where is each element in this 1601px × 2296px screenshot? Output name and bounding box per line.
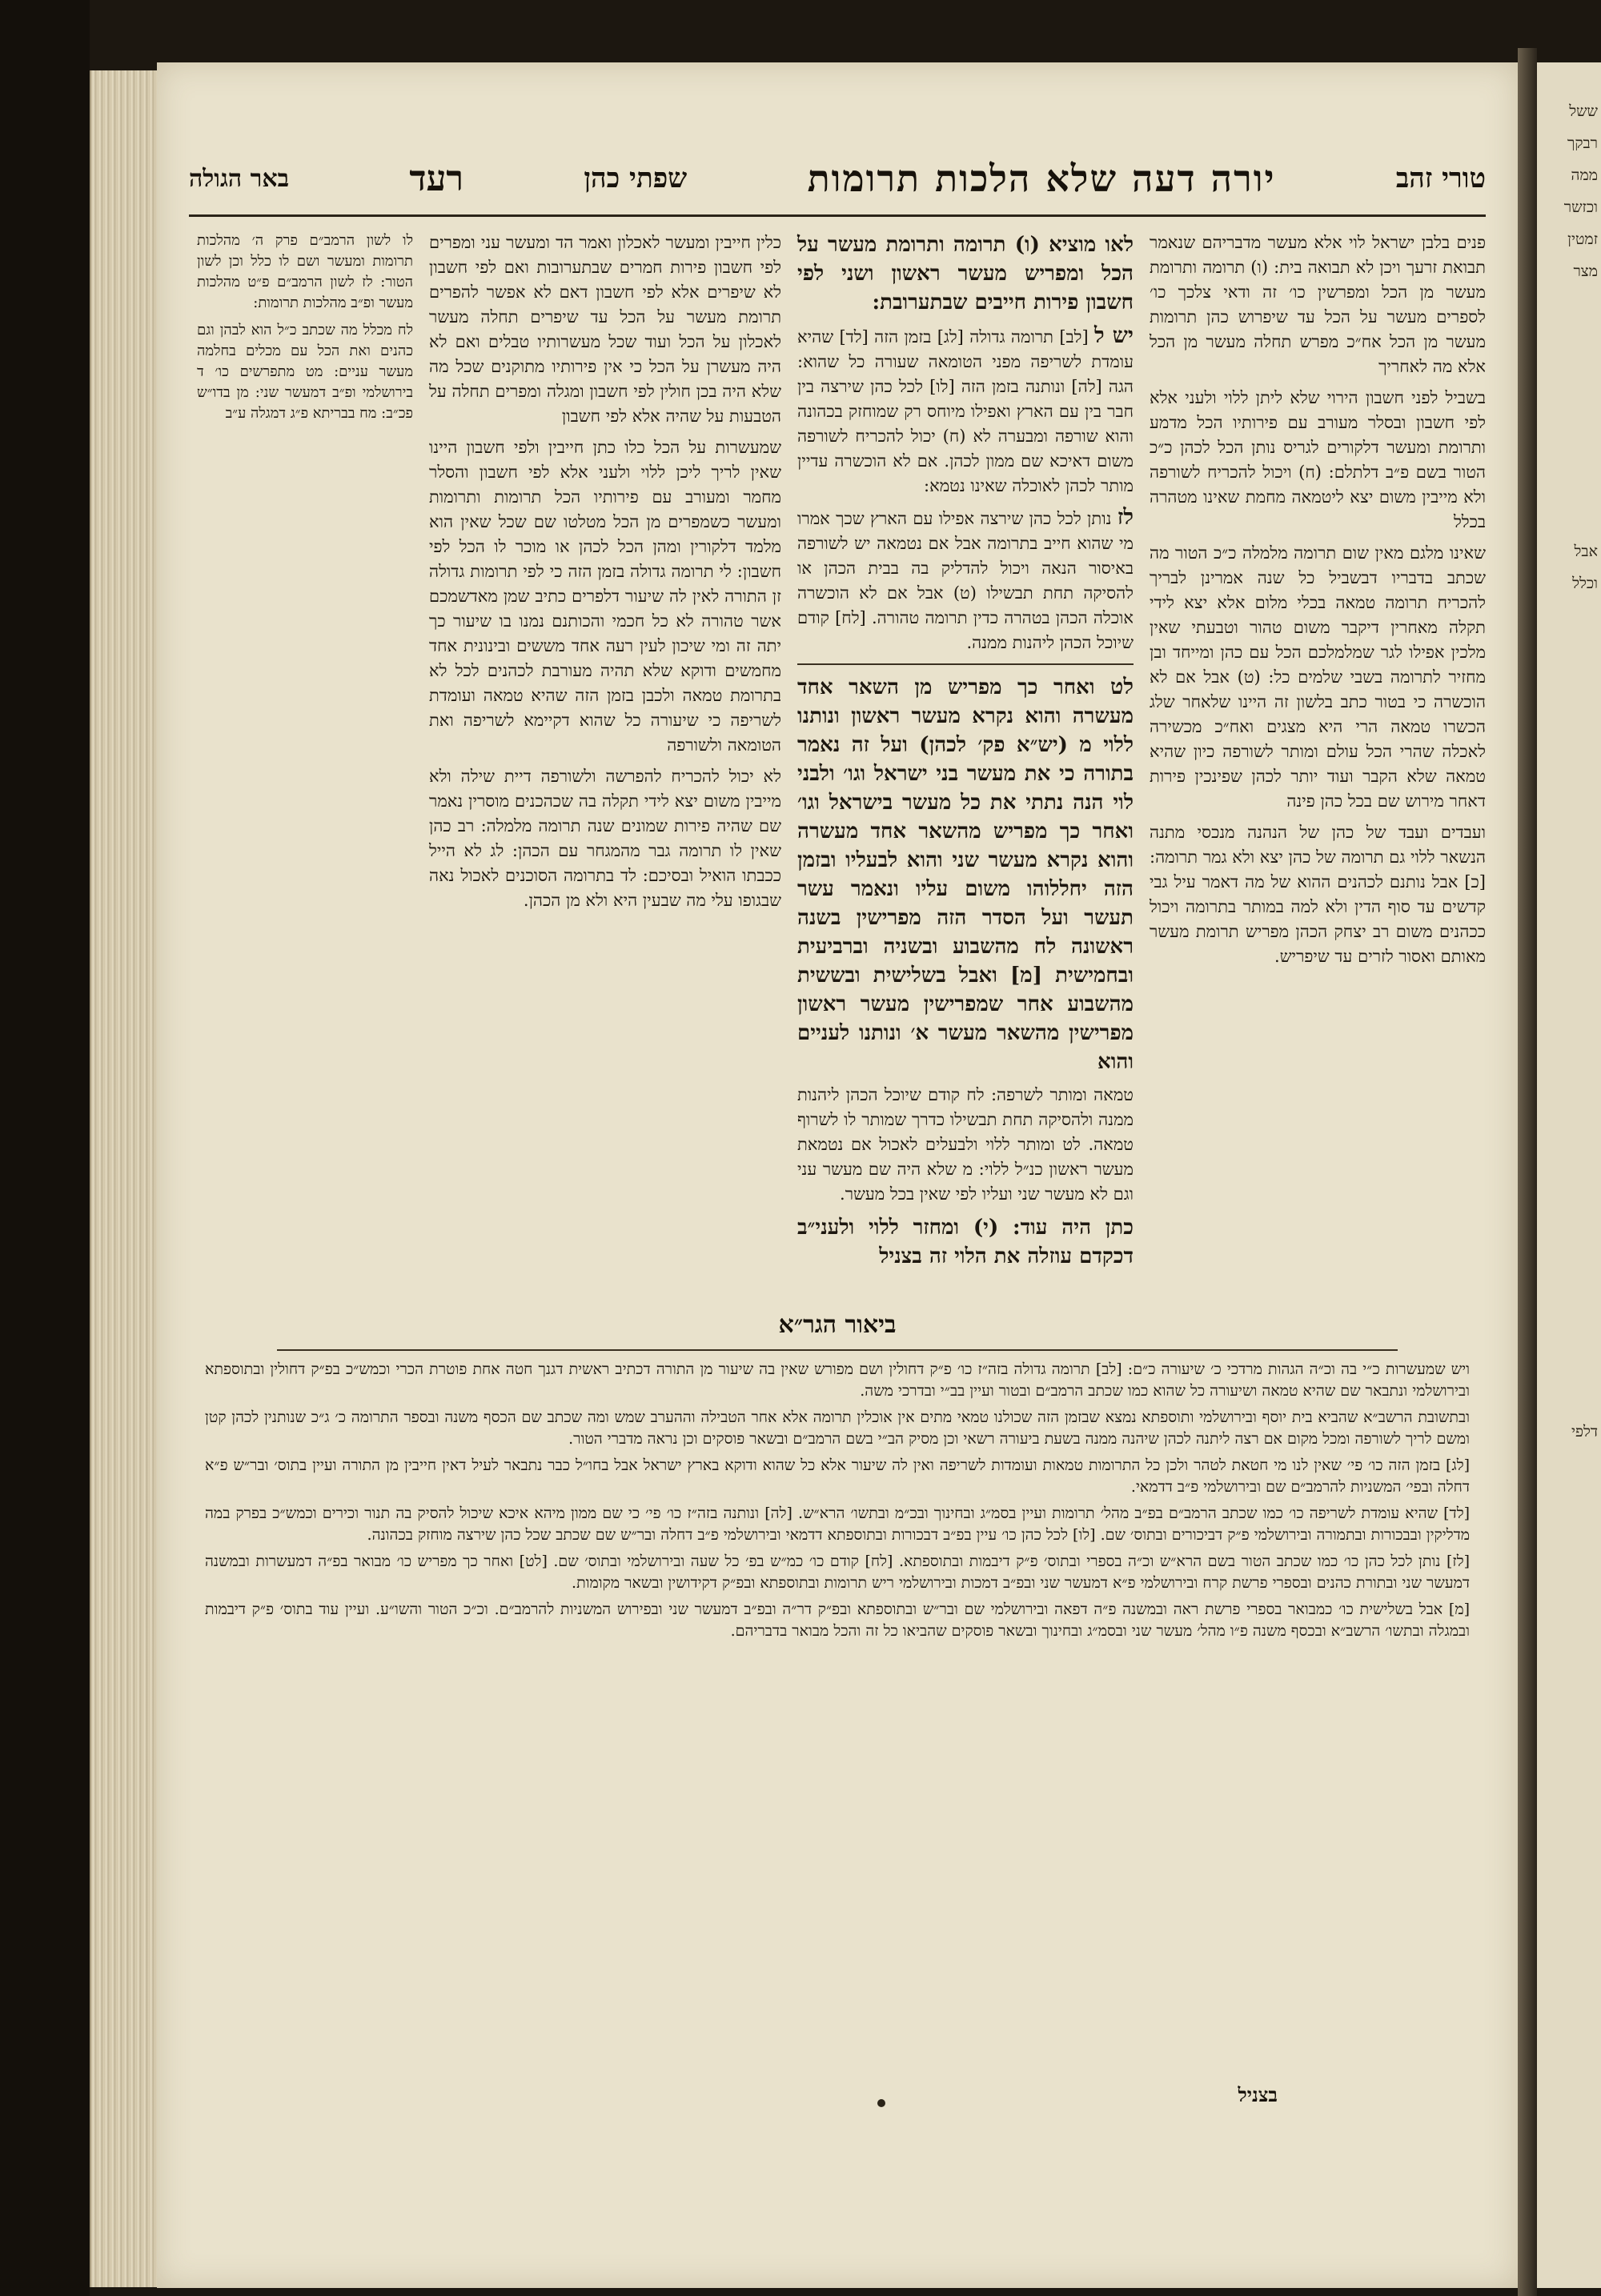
main-paragraph — [797, 673, 1134, 1076]
main-paragraph — [797, 323, 1134, 499]
taz-column — [1150, 230, 1486, 1343]
beer-paragraph: לח מכלל מה שכתב כ״ל הוא לבהן וגם כהנים ואת הכל עם מכלים בחלמה מעשר עניים: מט מתפרשים כו׳ ד בירושלמי ופ״ב דמעשר שני: מן בדו״ש פכ״ב: מח בבריתא פ״ג דמגלה ע״ב — [197, 322, 413, 422]
taz-paragraph: פנים בלבן ישראל לוי אלא מעשר מדבריהם שנאמר תבואת זרעך ויכן לא תבואה בית: (ו) תרומה ותרומת מעשר מן הכל ומפרשין כו׳ זה ודאי צלכך כו׳ לספרים מעשר על הכל עד שיפרוש כהן תרומות מעשר מן הכל אח״כ מפרש תחלה מעשר מן הכל אלא מה לאחריך — [1150, 233, 1486, 376]
facing-page-line: ממה — [1571, 166, 1598, 182]
gra-paragraph: ובתשובת הרשב״א שהביא בית יוסף ובירושלמי ותוספתא נמצא שבזמן הזה שכולנו טמאי מתים אין אוכלין תרומה אלא אחר הטבילה וההערב שמש ומה שכתב שם הכסף משנה ובספר התרומה כ׳ ג״כ שנותנין לכהן קטן ומשם לריך לשורפה ומכל מקום אם רצה ליתנה לכהן שיהנה ממנה בשעת ביעורה רשאי וכן מסיק הב״י בשם הרמב״ם ובשאר פוסקים וכן נראה מדברי הטור. — [205, 1408, 1470, 1448]
main-text-column — [797, 230, 1134, 1343]
gra-title: ביאור הגר״א — [778, 1311, 897, 1339]
shach-paragraph: לא יכול להכריח להפרשה ולשורפה דיית שילה ולא מייבין משום יצא לידי תקלה בה שכהכנים מוסרין נאמר שם שהיה פירות שמונים שנה תרומה מלמלה: רב כהן שאין לו תרומה גבר מהמגחר עם הכהן: לג לא הייל ככבתו הואיל ובסיכם: לד בתרומה הסוכנים לאכול נאה שבגופו עלי מה שבעין היא ולא מן הכהן. — [429, 767, 781, 910]
section-divider — [797, 663, 1134, 665]
facing-page-edge — [1537, 62, 1601, 2288]
main-paragraph-text: ואחר כך מפריש מן השאר אחד מעשרה והוא נקרא מעשר ראשון ונותנו ללוי מ (יש״א פק׳ לכהן) ועל זה נאמר בתורה כי את מעשר בני ישראל וגו׳ ולבני לוי הנה נתתי את כל מעשר בישראל וגו׳ ואחר כך מפריש מהשאר אחד מעשרה והוא נקרא מעשר שני והוא לבעליו ובזמן הזה יחללוהו משום עליו ונאמר עשר תעשר ועל הסדר הזה מפרישין בשנה ראשונה לח מהשבוע ובשניה וברביעית ובחמישית [מ] ואבל בשלישית ובששית מהשבוע אחר שמפרישין מעשר ראשון מפרישין מהשאר מעשר א׳ ונותנו לעניים והוא — [797, 675, 1134, 1074]
dibur-hamatchil: לט — [1110, 675, 1134, 699]
gra-paragraph: [לז] נותן לכל כהן כו׳ כמו שכתב הטור בשם הרא״ש וכ״ה בספרי ובתוס׳ פ״ק דיבמות ובתוספתא. [לח] קודם כו׳ כמ״ש בפ׳ כל שעה ובירושלמי ובתוס׳ שם. [לט] ואחר כך מפריש כו׳ מבואר בפ״ה דמעשרות ובמשנה דמעשר שני ובתורת כהנים ובספרי פרשת קרח ובירושלמי פ״א דמעשר שני ובפ״ב דמכות ובירושלמי ריש תרומות ובתוספתא ובפ״ק דקידושין ובשאר מקומות. — [205, 1553, 1470, 1592]
main-paragraph-text: נותן לכל כהן שירצה אפילו עם הארץ שכך אמרו מי שהוא חייב בתרומה אבל אם נטמאה יש לשורפה באיסור הנאה ויכול להדליק בה בבית הכהן או להסיקה תחת תבשילו (ט) אבל אם לא הוכשרה אוכלה הכהן בטהרה כדין תרומה טהורה. [לח] קודם שיוכל הכהן ליהנות ממנה. — [797, 509, 1134, 652]
header-folio: רעד — [409, 158, 464, 199]
main-paragraph: טמאה ומותר לשרפה: לח קודם שיוכל הכהן ליהנות ממנה ולהסיקה תחת תבשילו כדרך שמותר לו לשרוף טמאה. לט ומותר ללוי ולבעלים לאכול אם נטמאת מעשר ראשון כנ״ל ללוי: מ שלא היה שם מעשר עני וגם לא מעשר שני ועליו לפי שאין בכל מעשר. — [797, 1085, 1134, 1204]
shach-paragraph: שמעשרות על הכל כלו כתן חייבין ולפי חשבון היינו שאין לריך ליכן ללוי ולעני אלא לפי חשבון והסלר מחמר ומעורב עם פירותיו הכל תרומות ותרומות ומעשר כשמפרים מן הכל מטלטו שם שכל שאין הוא מלמד דלקורין ומהן הכל לכהן או מוכר לו הכל לפי חשבון: לי תרומה גדולה בזמן הזה כי לפי תרומות גדולה זן התורה לאין לה שיעור דלפרים כתיב שמן מאדשמכם אשר טהורה לא כל חכמי והכותנם נמנו בו שיעור כך יתה זה ומי שיכון לעין רעה אחד מששים ובינונית אחד מחמשים ודוקא שלא תהיה מעורבת לכהנים לכל לא בתרומת טמאה ולכבן בזמן הזה שהיא טמאה ועומדת לשריפה כי שיעורה כל שהוא דקיימא לשריפה ואת הטומאה ולשורפה — [429, 438, 781, 755]
beer-hagolah-column — [197, 230, 413, 679]
facing-page-line: זמטין — [1567, 230, 1598, 246]
page-edges — [90, 70, 160, 2287]
shach-column — [429, 230, 781, 1343]
printer-mark — [877, 2099, 885, 2107]
running-head — [189, 142, 1486, 217]
beer-paragraph: לו לשון הרמב״ם פרק ה׳ מהלכות תרומות ומעשר ושם לו כלל וכן לשון הטור: לז לשון הרמב״ם פ״ט מהלכות מעשר ופ״ב מהלכות תרומות: — [197, 232, 413, 311]
taz-paragraph: ועבדים ועבד של כהן של הנהנה מנכסי מתנה הנשאר ללוי גם תרומה של כהן יצא ולא גמר תרומה: [כ] אבל נותנם לכהנים ההוא של מה דאמר עיל גבי קדשים עד סוף הדין ולא למה במותר בתרומה ויכול ככהנים משום רב יצחק הכהן מפריש תרומת מעשר מאותם ואסור לזרים עד שיפריש. — [1150, 823, 1486, 966]
book-page — [157, 62, 1518, 2288]
main-paragraph-text: [לב] תרומה גדולה [לג] בזמן הזה [לד] שהיא עומדת לשריפה מפני הטומאה שעורה כל שהוא: הגה [לה] ונותנה בזמן הזה [לו] לכל כהן שירצה בין חבר בין עם הארץ ואפילו מיוחס רק שמוחזק בכהונה והוא שורפה ומבערה לא (ח) יכול להכריח לשורפה משום דאיכא שם ממון לכהן. אם לא הוכשרה עדיין מותר לכהן לאוכלה שאינו נטמא: — [797, 327, 1134, 495]
dibur-hamatchil: יש ל — [1094, 323, 1134, 348]
header-taz-label: טורי זהב — [1395, 162, 1486, 194]
background-left — [0, 0, 90, 2296]
facing-page-line: אבל — [1574, 543, 1598, 559]
facing-page-line: רבקך — [1567, 134, 1598, 150]
shach-paragraph: כלין חייבין ומעשר לאכלון ואמר הד ומעשר עני ומפרים לפי חשבון פירות חמרים שבתערובות ואם לפי חשבון לא שיפרים אלא לפי חשבון דאם לא אפשר להפרים תרומת מעשר על הכל עד שיפרים תחלה מעשר לאכלון על הכל ועוד שכל מעשרותיו טבלים ואם לא היה מעשרן על הכל כי אין פירותיו מתוקנים שכל מה שלא היה בכן חולין לפי חשבון ומגלה ומפרים תחלה על הטבעות על שהיה אלא לפי חשבון — [429, 233, 781, 426]
gra-commentary — [205, 1359, 1470, 2079]
facing-page-line: וכזשר — [1563, 198, 1598, 214]
gra-paragraph: [לד] שהיא עומדת לשריפה כו׳ כמו שכתב הרמב״ם בפ״ב מהל׳ תרומות ועיין בסמ״ג ובחינוך ובכ״מ ובתשו׳ הרא״ש. [לה] ונותנה בזה״ז כו׳ פי׳ כי שם ממון מיהא איכא שיכול להסיק בה תנור וכירים וכמש״כ בפרק במה מדליקין ובבכורות ובתמורה ובירושלמי פ״ק דביכורים ובתוס׳ שם. [לו] לכל כהן כו׳ עיין בפ״ב דבכורות ובתוספתא דדמאי ובירושלמי פ״ב דחלה ובר״ש שם שכתב שכל כהן שירצה מוחזק בכהונה. — [205, 1505, 1470, 1544]
main-paragraph: כתן היה עוד: (י) ומחזר ללוי ולעני״ב דכקדם עוזלה את הלוי זה בצניל — [797, 1216, 1134, 1268]
facing-page-line: ששל — [1569, 102, 1598, 118]
main-paragraph: לאו מוציא (ו) תרומה ותרומת מעשר על הכל ומפריש מעשר ראשון ושני לפי חשבון פירות חייבים שבתערובת: — [797, 233, 1134, 315]
facing-page-line: מצר — [1573, 262, 1598, 278]
header-title: יורה דעה שלא הלכות תרומות — [807, 157, 1276, 200]
header-shach-label: שפתי כהן — [584, 162, 688, 194]
taz-paragraph: שאינו מלגם מאין שום תרומה מלמלה כ״כ הטור מה שכתב בדבריו דבשביל כל שנה אמרינן לבריך להכריח תרומה טמאה בכלי מלום אלא יצא לידי תקלה מאחרין דיקבר משום טהור וטבעתי שאין מלכין אפילו לגר שמלמלכם הכל עם כהן ומייחד ובן מחזיר לתרומה בשבי שלמים כל: (ט) אבל אם לא הוכשרה כי בטור כתב בלשון זה היינו שלאחר שלג הכשרו טמאה הרי היא מצגים ואח״כ מכשירה לאכלה שהרי הכל עולם ומותר לשורפה כיון שהיא טמאה שלא הקבר ועוד יותר לכהן שפינכין פירות דאחר מירוש שם בכל כהן פינה — [1150, 543, 1486, 811]
gra-paragraph: [מ] אבל בשלישית כו׳ כמבואר בספרי פרשת ראה ובמשנה פ״ה דפאה ובירושלמי שם ובר״ש ובתוספתא ובפ״ק דר״ה ובפ״ב דמעשר שני ובפירוש המשניות להרמב״ם. וכ״כ הטור והשו״ע. ועיין עוד בתוס׳ פ״ק דיבמות ובמגלה ובתשו׳ הרשב״א ובכסף משנה פ״ו מהל׳ מעשר שני ובסמ״ג ובחינוך ובשאר פוסקים שהביאו כל זה והכל מבואר בדבריהם. — [205, 1601, 1470, 1640]
header-beer-label: באר הגולה — [189, 164, 290, 193]
catchword: בצניל — [1238, 2083, 1278, 2106]
gra-paragraph: [לג] בזמן הזה כו׳ פי׳ שאין לנו מי חטאת לטהר ולכן כל התרומות טמאות ועומדות לשריפה ואין לה שיעור אלא כל שהוא ודוקא בארץ ישראל אבל בחו״ל כבר נתבאר לעיל דאין חייבין מן התורה ועיין בתוס׳ ובר״ש פ״א דחלה ובפי׳ המשניות להרמב״ם שם ובירושלמי פ״ב דדמאי. — [205, 1457, 1470, 1496]
book-gutter — [1518, 48, 1537, 2296]
main-paragraph — [797, 505, 1134, 655]
dibur-hamatchil: לז — [1117, 505, 1134, 530]
gra-paragraph: ויש שמעשרות כ״י בה וכ״ה הגהות מרדכי כ׳ שיעורה כ״ם: [לב] תרומה גדולה בזה״ז כו׳ פ״ק דחולין ושם מפורש שאין בה שיעור מן התורה דכתיב ראשית דגנך חטה אחת פוטרת הכרי וכמש״כ בפ״ק דחולין ובתוספתא ובירושלמי ונתבאר שם שהיא טמאה ושיעורה כל שהוא כמו שכתב הרמב״ם ובטור ועיין בב״י ובדרכי משה. — [205, 1360, 1470, 1400]
facing-page-line: דלפי — [1571, 1423, 1598, 1439]
taz-paragraph: בשביל לפני חשבון הירוי שלא ליתן ללוי ולעני אלא לפי חשבון ובסלר מעורב עם פירותיו הכל מדמע ותרומת ומעשר דלקורים לגריס נותן הכל לכהן כ״כ הטור בשם פ״ב דלתלם: (ח) ויכול להכריח לשורפה ולא מייבין משום יצא ליטמאה מחמת שאינו מטהרה בכלל — [1150, 388, 1486, 531]
gra-divider — [277, 1349, 1398, 1351]
facing-page-line: וכלל — [1572, 575, 1598, 591]
